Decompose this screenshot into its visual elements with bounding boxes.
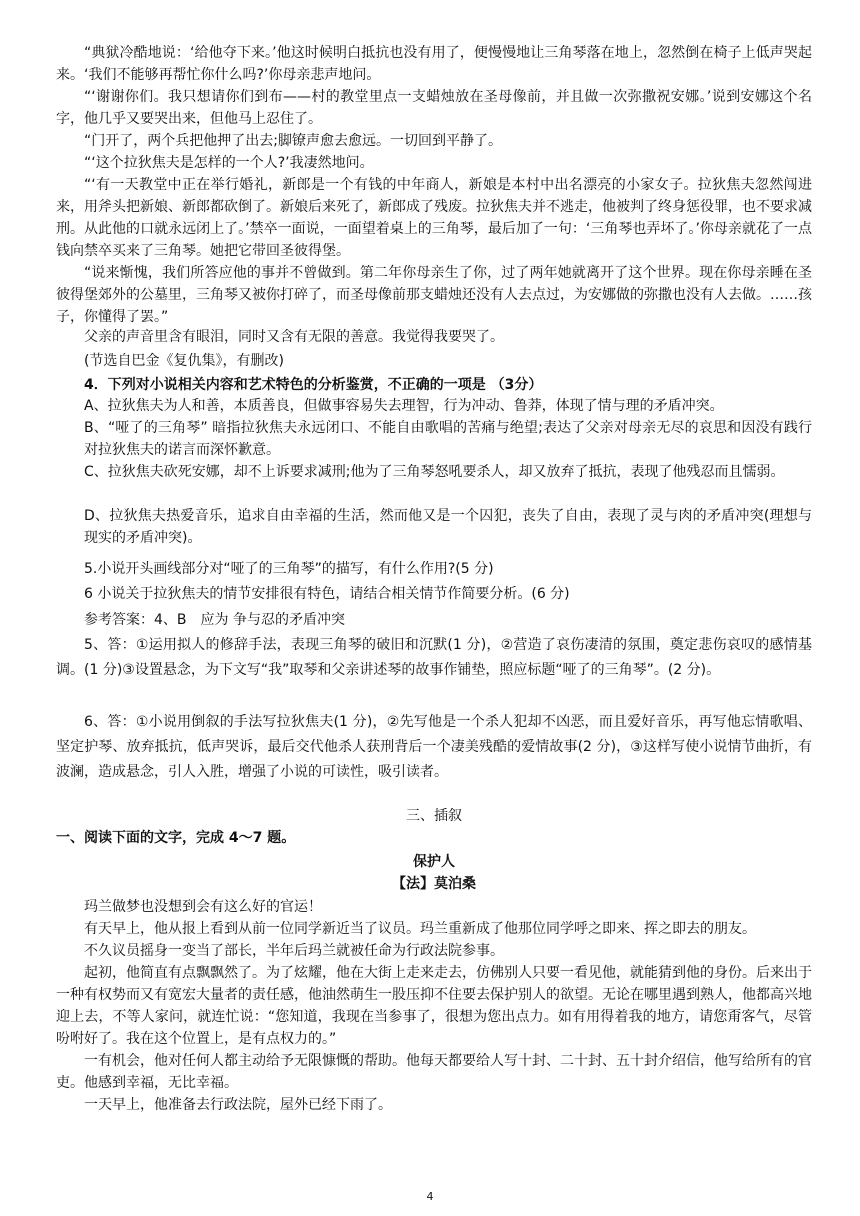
option-a: A、拉狄焦夫为人和善，本质善良，但做事容易失去理智，行为冲动、鲁莽，体现了情与理的矛盾冲突。: [84, 398, 724, 414]
story-paragraph: “‘这个拉狄焦夫是怎样的一个人?’我凄然地问。: [84, 155, 374, 171]
answer-4: 参考答案：4、B 应为 争与忍的矛盾冲突: [84, 612, 345, 628]
story-paragraph: “典狱冷酷地说：‘给他夺下来。’他这时候明白抵抗也没有用了，便慢慢地让三角琴落在地上，忽然倒在椅子上低声哭起来。‘我们不能够再帮忙你什么吗?’你母亲悲声地问。: [56, 45, 812, 83]
story-paragraph: “‘有一天教堂中正在举行婚礼，新郎是一个有钱的中年商人，新娘是本村中出名漂亮的小家女子。拉狄焦夫忽然闯进来，用斧头把新娘、新郎都砍倒了。新娘后来死了，新郎成了残废。拉狄焦夫并不逃走，他被判了终身惩役罪，也不要求减刑。从此他的口就永远闭上了。’禁卒一面说，一面望着桌上的三角琴，最后加了一句：‘三角琴也弄坏了。’你母亲就花了一点钱向禁卒买来了三角琴。她把它带回圣彼得堡。: [56, 177, 812, 259]
question-6: 6 小说关于拉狄焦夫的情节安排很有特色，请结合相关情节作简要分析。(6 分): [84, 586, 570, 602]
answer-6: 6、答：①小说用倒叙的手法写拉狄焦夫(1 分)，②先写他是一个杀人犯却不凶恶，而且爱好音乐，再写他忘情歌唱、坚定护琴、放弃抵抗，低声哭诉，最后交代他杀人获刑背后一个凄美残酷的爱情故事(2 分)，③这样写使小说情节曲折，有波澜，造成悬念，引人入胜，增强了小说的可读性，吸引读者。: [56, 714, 812, 780]
question-5: 5.小说开头画线部分对“哑了的三角琴”的描写，有什么作用?(5 分): [84, 561, 494, 577]
story-paragraph: 不久议员摇身一变当了部长，半年后玛兰就被任命为行政法院参事。: [84, 943, 504, 959]
section-heading: 三、插叙: [406, 808, 462, 824]
answer-5: 5、答：①运用拟人的修辞手法，表现三角琴的破旧和沉默(1 分)，②营造了哀伤凄清的氛围，奠定悲伤哀叹的感情基调。(1 分)③设置悬念，为下文写“我”取琴和父亲讲述琴的故事作铺垫，照应标题“哑了的三角琴”。(2 分)。: [56, 637, 812, 678]
option-d: D、拉狄焦夫热爱音乐，追求自由幸福的生活，然而他又是一个囚犯，丧失了自由，表现了灵与肉的矛盾冲突(理想与现实的矛盾冲突)。: [84, 508, 812, 546]
story-paragraph: 父亲的声音里含有眼泪，同时又含有无限的善意。我觉得我要哭了。: [84, 329, 504, 345]
source-note: (节选自巴金《复仇集》，有删改): [84, 353, 284, 369]
question-4: 4．下列对小说相关内容和艺术特色的分析鉴赏，不正确的一项是 （3分）: [84, 377, 543, 393]
option-b: B、“哑了的三角琴” 暗指拉狄焦夫永远闭口、不能自由歌唱的苦痛与绝望;表达了父亲对母亲无尽的哀思和因没有践行对拉狄焦夫的诺言而深怀歉意。: [84, 420, 812, 458]
story-author: 【法】莫泊桑: [392, 876, 476, 892]
story-title: 保护人: [413, 854, 455, 870]
story-paragraph: “门开了，两个兵把他押了出去;脚镣声愈去愈远。一切回到平静了。: [84, 133, 502, 149]
reading-instruction: 一、阅读下面的文字，完成 4～7 题。: [56, 830, 296, 846]
story-paragraph: 起初，他简直有点飘飘然了。为了炫耀，他在大街上走来走去，仿佛别人只要一看见他，就能猜到他的身份。后来出于一种有权势而又有宽宏大量者的责任感，他油然萌生一股压抑不住要去保护别人的欲望。无论在哪里遇到熟人，他都高兴地迎上去，不等人家问，就连忙说：“您知道，我现在当参事了，很想为您出点力。如有用得着我的地方，请您甭客气，尽管吩咐好了。我在这个位置上，是有点权力的。”: [56, 965, 812, 1047]
page-number: 4: [426, 1190, 434, 1203]
story-paragraph: 玛兰做梦也没想到会有这么好的官运！: [84, 899, 322, 915]
story-paragraph: “说来惭愧，我们所答应他的事并不曾做到。第二年你母亲生了你，过了两年她就离开了这个世界。现在你母亲睡在圣彼得堡郊外的公墓里，三角琴又被你打碎了，而圣母像前那支蜡烛还没有人去点过，为安娜做的弥撒也没有人去做。……孩子，你懂得了罢。”: [56, 265, 812, 325]
story-paragraph: 有天早上，他从报上看到从前一位同学新近当了议员。玛兰重新成了他那位同学呼之即来、挥之即去的朋友。: [84, 921, 756, 937]
story-paragraph: 一天早上，他准备去行政法院，屋外已经下雨了。: [84, 1097, 392, 1113]
story-paragraph: 一有机会，他对任何人都主动给予无限慷慨的帮助。他每天都要给人写十封、二十封、五十封介绍信，他写给所有的官吏。他感到幸福，无比幸福。: [56, 1053, 812, 1091]
option-c: C、拉狄焦夫砍死安娜，却不上诉要求减刑;他为了三角琴怒吼要杀人，却又放弃了抵抗，表现了他残忍而且懦弱。: [84, 464, 785, 480]
story-paragraph: “‘谢谢你们。我只想请你们到布——村的教堂里点一支蜡烛放在圣母像前，并且做一次弥撒祝安娜。’说到安娜这个名字，他几乎又要哭出来，但他马上忍住了。: [56, 89, 812, 127]
